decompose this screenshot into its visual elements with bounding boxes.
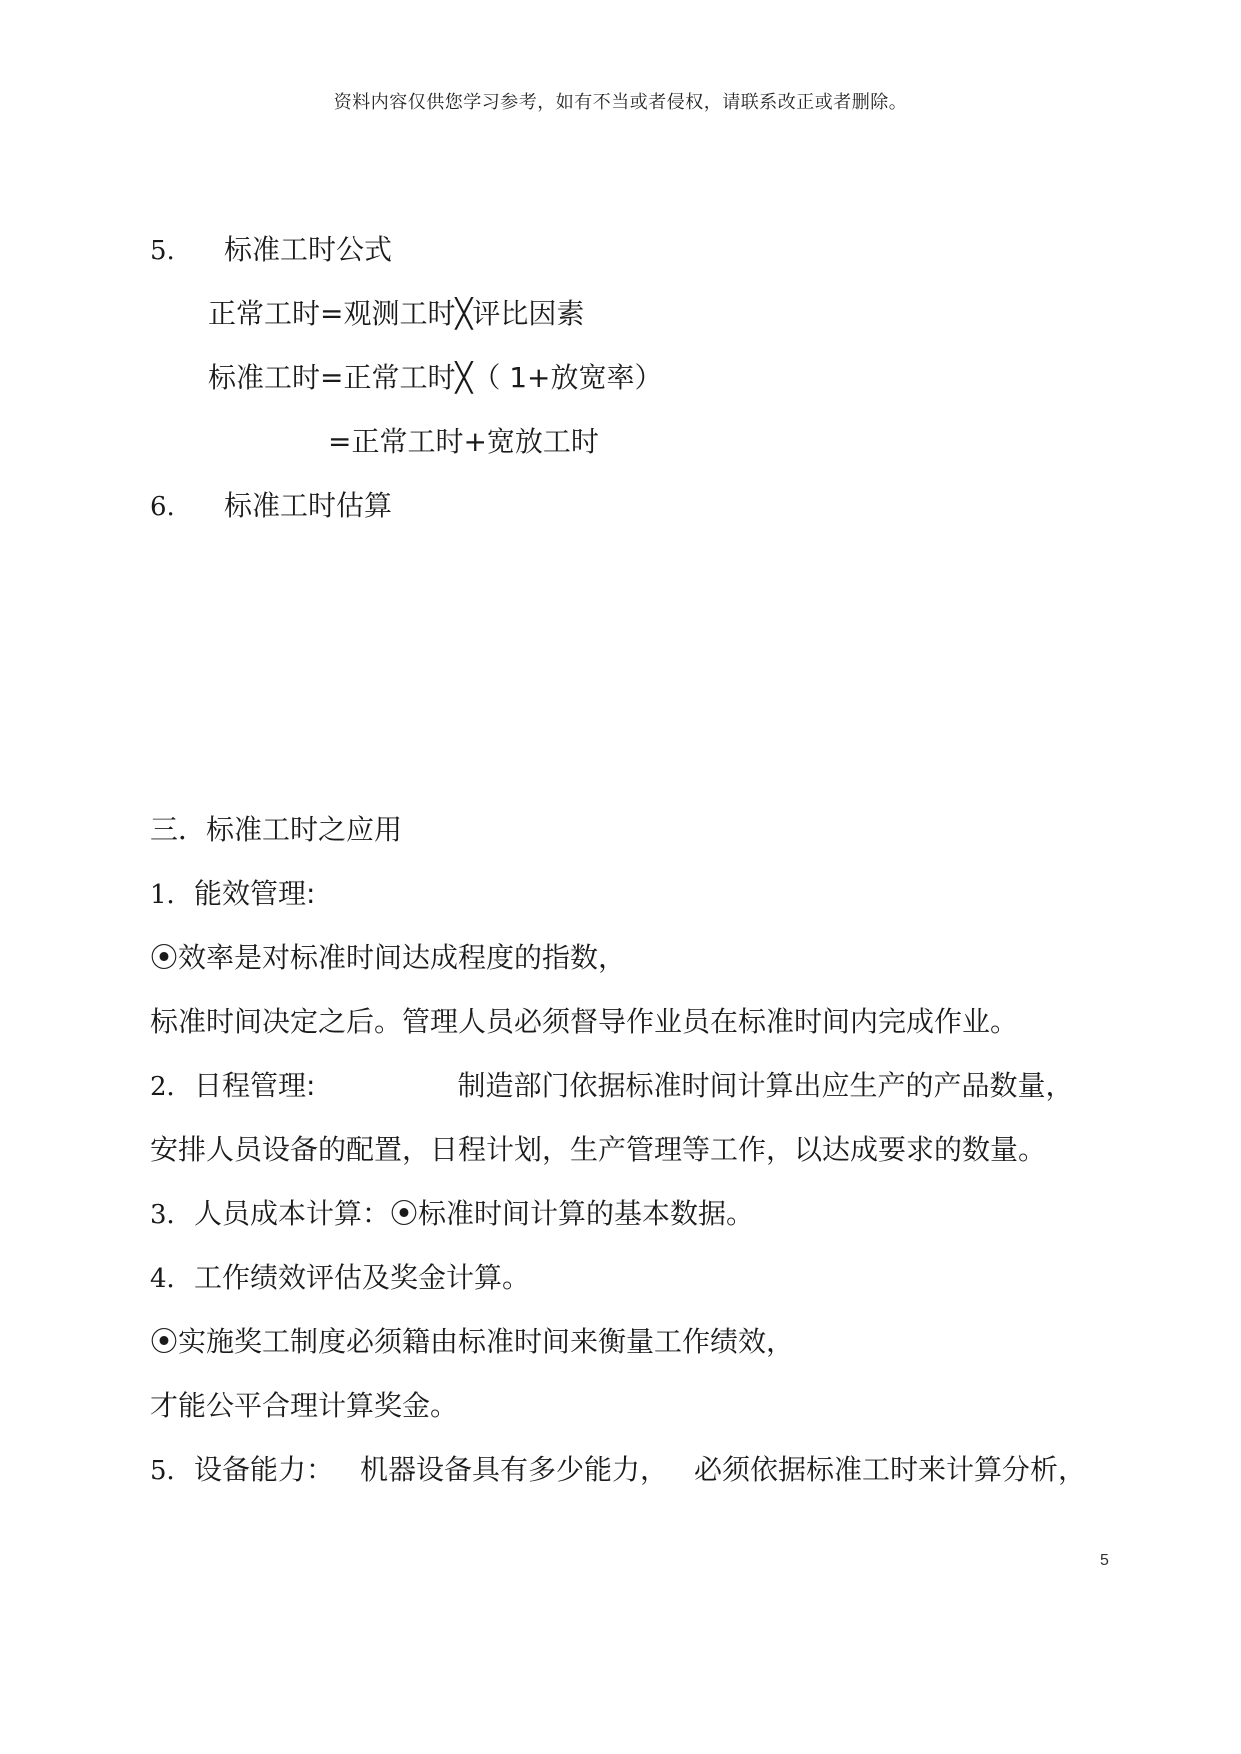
- section-application-heading: 三．标准工时之应用: [150, 813, 403, 846]
- item2-line: [150, 1069, 1073, 1104]
- item-title: 日程管理:: [194, 1069, 316, 1102]
- item-number: 2．: [150, 1072, 193, 1102]
- disclaimer-header: 资料内容仅供您学习参考，如有不当或者侵权，请联系改正或者删除。: [333, 92, 908, 113]
- item-number: 1．: [150, 880, 193, 910]
- formula-standard-time: 标准工时=正常工时╳（ 1+放宽率）: [208, 361, 663, 394]
- item4-title-line: [150, 1261, 530, 1296]
- item1-bullet: ⦿效率是对标准时间达成程度的指数，: [150, 941, 627, 974]
- item-title: 能效管理:: [194, 877, 316, 910]
- item1-title-line: [150, 877, 315, 912]
- section-number: 5.: [150, 236, 175, 266]
- section-title: 标准工时估算: [224, 489, 393, 522]
- page-number: 5: [1100, 1552, 1109, 1569]
- section-formula-title-line: [150, 233, 392, 268]
- section-title: 标准工时公式: [224, 233, 393, 266]
- formula-normal-time: 正常工时=观测工时╳评比因素: [208, 297, 585, 330]
- item4-bullet: ⦿实施奖工制度必须籍由标准时间来衡量工作绩效，: [150, 1325, 795, 1358]
- item2-text-continued: 安排人员设备的配置，日程计划，生产管理等工作，以达成要求的数量。: [150, 1133, 1047, 1166]
- item-number: 3．: [150, 1200, 193, 1230]
- formula-standard-time-alt: =正常工时+宽放工时: [328, 425, 599, 458]
- item-title: 设备能力：: [194, 1453, 335, 1486]
- item4-text: 才能公平合理计算奖金。: [150, 1389, 459, 1422]
- section-number: 6.: [150, 492, 175, 522]
- item3-line: [150, 1197, 754, 1232]
- item-title: 人员成本计算：: [194, 1197, 391, 1230]
- item5-line: [150, 1453, 1086, 1488]
- item-text: 制造部门依据标准时间计算出应生产的产品数量，: [457, 1069, 1074, 1102]
- item-number: 4．: [150, 1264, 193, 1294]
- item-text: 必须依据标准工时来计算分析，: [694, 1453, 1087, 1486]
- item-text: ⦿标准时间计算的基本数据。: [390, 1197, 755, 1230]
- item-number: 5．: [150, 1456, 193, 1486]
- section-estimate-title-line: [150, 489, 392, 524]
- item-text: 机器设备具有多少能力，: [360, 1453, 669, 1486]
- item-title: 工作绩效评估及奖金计算。: [194, 1261, 531, 1294]
- item1-text: 标准时间决定之后。管理人员必须督导作业员在标准时间内完成作业。: [150, 1005, 1019, 1038]
